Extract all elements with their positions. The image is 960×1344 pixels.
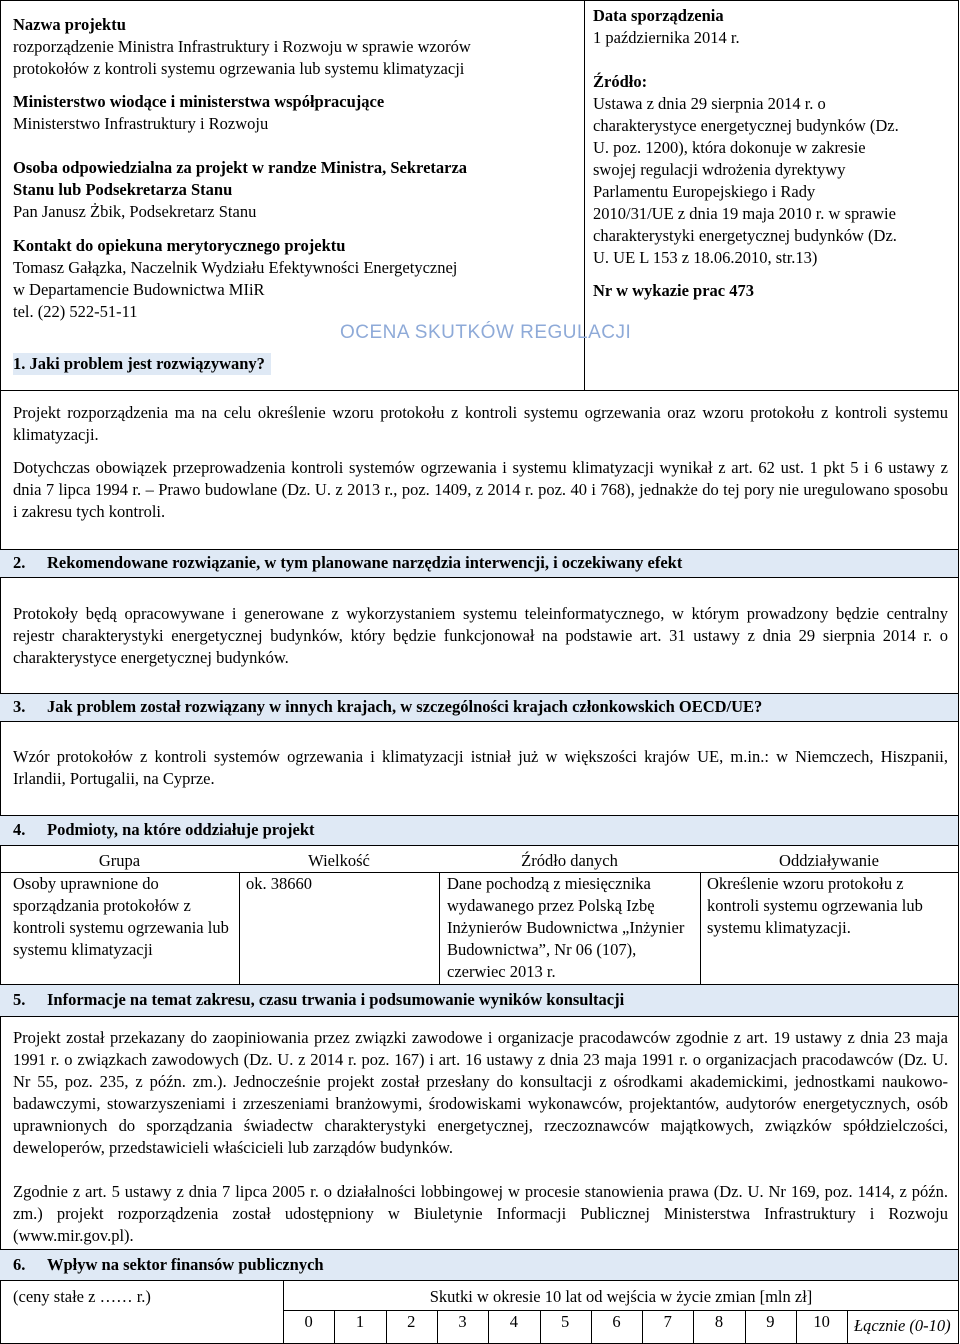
table-header-source: Źródło danych — [521, 851, 618, 870]
section-3-title: Jak problem został rozwiązany w innych krajach, w szczególności krajach członkowskich OECD/UE? — [47, 697, 763, 716]
year-cell: 9 — [766, 1312, 775, 1331]
table-header-impact: Oddziaływanie — [779, 851, 879, 870]
responsible-value: Pan Janusz Żbik, Podsekretarz Stanu — [13, 202, 257, 221]
table-col-line — [239, 872, 240, 984]
section-2-num: 2. — [13, 553, 26, 572]
divider — [0, 390, 959, 391]
year-cell: 2 — [407, 1312, 416, 1331]
source-line: charakterystyki energetycznej budynków (Dz. — [593, 226, 897, 245]
table-col-line — [439, 872, 440, 984]
year-cell: 4 — [509, 1312, 518, 1331]
year-cell: 7 — [663, 1312, 672, 1331]
table-cell-impact: Określenie wzoru protokołu z kontroli systemu ogrzewania lub systemu klimatyzacji. — [707, 874, 923, 937]
effects-label: Skutki w okresie 10 lat od wejścia w życie zmian [mln zł] — [429, 1287, 813, 1306]
source-line: charakterystyce energetycznej budynków (Dz. — [593, 116, 899, 135]
source-line: swojej regulacji wdrożenia dyrektywy — [593, 160, 846, 179]
section-2-p1: Protokoły będą opracowywane i generowane z wykorzystaniem systemu teleinformatycznego, w którym prowadzony będzie centralny rejestr charakterystyki energetycznej budynków, który będzie funkcjonował na podstawie art. 31 ustawy z dnia 29 sierpnia 2014 r. o charakterystyce energetycznej budynków. — [13, 604, 948, 667]
table-cell-source: Dane pochodzą z miesięcznika wydawanego przez Polską Izbę Inżynierów Budownictwa „Inżynier Budownictwa”, Nr 06 (107), czerwiec 2013 r. — [447, 874, 685, 981]
ministry-value: Ministerstwo Infrastruktury i Rozwoju — [13, 114, 269, 133]
responsible-label-line2: Stanu lub Podsekretarza Stanu — [13, 180, 233, 199]
contact-line1: Tomasz Gałązka, Naczelnik Wydziału Efektywności Energetycznej — [13, 258, 458, 277]
section-5-num: 5. — [13, 990, 26, 1009]
section-6-num: 6. — [13, 1255, 26, 1274]
table-header-group: Grupa — [98, 851, 141, 870]
table-col-line — [700, 872, 701, 984]
table-cell-size: ok. 38660 — [246, 874, 312, 893]
ministry-label: Ministerstwo wiodące i ministerstwa współpracujące — [13, 92, 385, 111]
table-cell-group: Osoby uprawnione do sporządzania protokołów z kontroli systemu ogrzewania lub systemu klimatyzacji — [13, 874, 229, 959]
section-4-title: Podmioty, na które oddziałuje projekt — [47, 820, 315, 839]
source-line: Ustawa z dnia 29 sierpnia 2014 r. o — [593, 94, 826, 113]
responsible-label-line1: Osoba odpowiedzialna za projekt w randze Ministra, Sekretarza — [13, 158, 468, 177]
source-line: U. poz. 1200), która dokonuje w zakresie — [593, 138, 866, 157]
source-line: Parlamentu Europejskiego i Rady — [593, 182, 816, 201]
table-header-size: Wielkość — [308, 851, 370, 870]
date-value: 1 października 2014 r. — [593, 28, 740, 47]
year-cell: 0 — [304, 1312, 313, 1331]
section-2-title: Rekomendowane rozwiązanie, w tym planowane narzędzia interwencji, i oczekiwany efekt — [47, 553, 683, 572]
list-number: Nr w wykazie prac 473 — [593, 281, 755, 300]
year-cell: 10 — [813, 1312, 830, 1331]
project-label: Nazwa projektu — [13, 15, 126, 34]
date-label: Data sporządzenia — [593, 6, 724, 25]
prices-label: (ceny stałe z …… r.) — [13, 1287, 151, 1306]
project-name-line1: rozporządzenie Ministra Infrastruktury i Rozwoju w sprawie wzorów — [13, 37, 471, 56]
section-1-p1: Projekt rozporządzenia ma na celu określenie wzoru protokołu z kontroli systemu ogrzewania oraz wzoru protokołu z kontroli systemu klimatyzacji. — [13, 403, 948, 444]
contact-label: Kontakt do opiekuna merytorycznego projektu — [13, 236, 346, 255]
project-name-line2: protokołów z kontroli systemu ogrzewania lub systemu klimatyzacji — [13, 59, 465, 78]
total-label: Łącznie (0-10) — [853, 1316, 951, 1335]
section-3-num: 3. — [13, 697, 26, 716]
year-cell: 1 — [355, 1312, 365, 1331]
section-5-p2: Zgodnie z art. 5 ustawy z dnia 7 lipca 2005 r. o działalności lobbingowej w procesie stanowienia prawa (Dz. U. Nr 169, poz. 1414, z późn. zm.) projekt rozporządzenia został udostępniony w Biuletynie Informacji Publicznej Ministerstwa Infrastruktury i Rozwoju (www.mir.gov.pl). — [13, 1182, 948, 1245]
section-5-p1: Projekt został przekazany do zaopiniowania przez związki zawodowe i organizacje pracodawców zgodnie z art. 19 ustawy z dnia 23 maja 1991 r. o związkach zawodowych (Dz. U. z 2014 r. poz. 167) i art. 16 ustawy z dnia 23 maja 1991 r. o organizacjach pracodawców (Dz. U. Nr 55, poz. 235, z późn. zm.). Jednocześnie projekt został przesłany do konsultacji z ośrodkami akademickimi, jednostkami naukowo-badawczymi, stowarzyszeniami i zrzeszeniami branżowymi, środowiskami wykonawców, projektantów, audytorów energetycznych, osób uprawnionych do sporządzania świadectw charakterystyki energetycznej, rzeczoznawców majątkowych, związków spółdzielczości, deweloperów, przedstawicieli właścicieli lub zarządów budynków. — [13, 1028, 948, 1157]
section-1-p2: Dotychczas obowiązek przeprowadzenia kontroli systemów ogrzewania i systemu klimatyzacji wynikał z art. 62 ust. 1 pkt 5 i 6 ustawy z dnia 7 lipca 1994 r. ‒ Prawo budowlane (Dz. U. z 2013 r., poz. 1409, z 2014 r. poz. 40 i 768), jednakże do tej pory nie uregulowano sposobu i zakresu tych kontroli. — [13, 458, 948, 521]
year-cell: 6 — [612, 1312, 621, 1331]
year-cell: 5 — [561, 1312, 570, 1331]
year-cell: 3 — [458, 1312, 467, 1331]
section-5-title: Informacje na temat zakresu, czasu trwania i podsumowanie wyników konsultacji — [47, 990, 625, 1009]
ocena-title: OCENA SKUTKÓW REGULACJI — [340, 322, 632, 343]
source-line: U. UE L 153 z 18.06.2010, str.13) — [593, 248, 818, 267]
section-1-title: 1. Jaki problem jest rozwiązywany? — [13, 353, 271, 375]
contact-line2: w Departamencie Budownictwa MIiR — [13, 280, 265, 299]
section-4-num: 4. — [13, 820, 26, 839]
section-3-p1: Wzór protokołów z kontroli systemów ogrzewania i klimatyzacji istniał już w większości krajów UE, m.in.: w Niemczech, Hiszpanii, Irlandii, Portugalii, na Cyprze. — [13, 747, 948, 788]
source-label: Źródło: — [593, 72, 648, 91]
year-cell: 8 — [714, 1312, 724, 1331]
source-line: 2010/31/UE z dnia 19 maja 2010 r. w sprawie — [593, 204, 896, 223]
section-6-title: Wpływ na sektor finansów publicznych — [47, 1255, 324, 1274]
contact-line3: tel. (22) 522-51-11 — [13, 302, 138, 321]
